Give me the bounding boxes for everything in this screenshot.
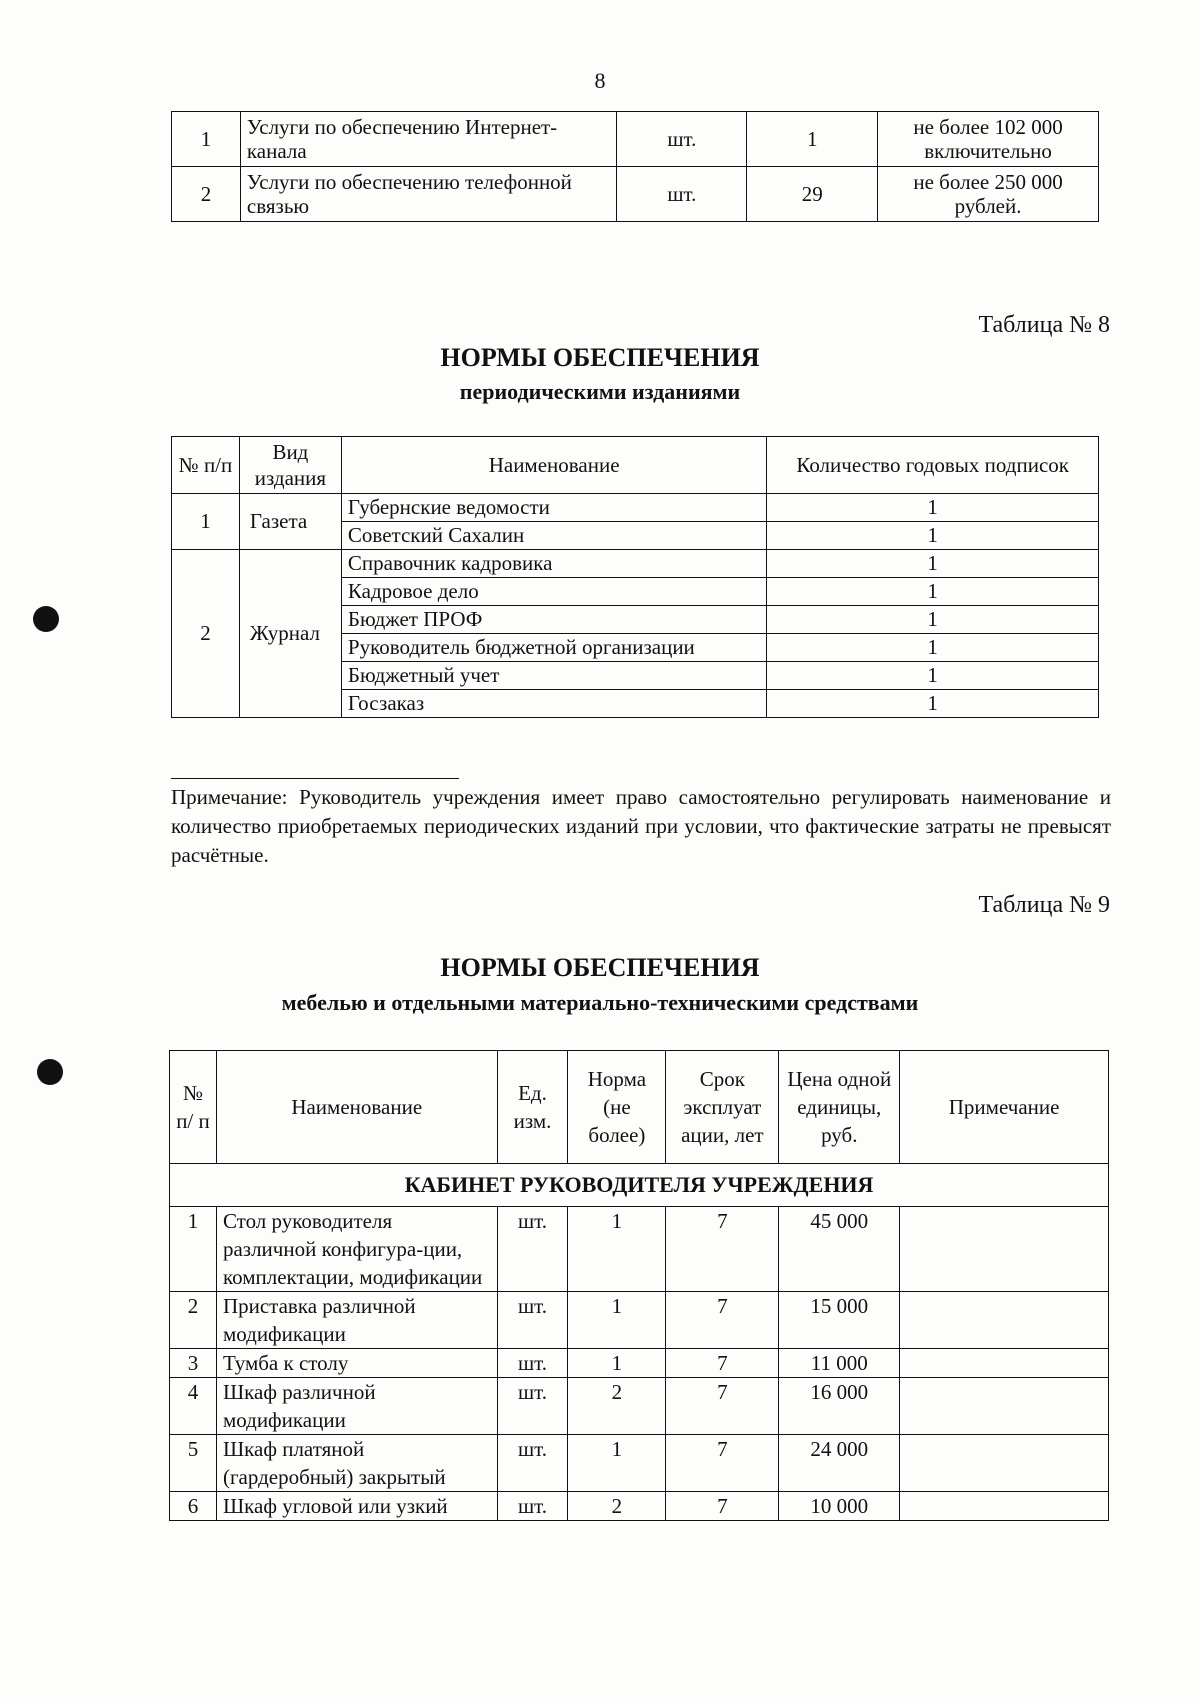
unit-price: 24 000 (779, 1435, 900, 1492)
remark (900, 1492, 1109, 1521)
header-term: Срок эксплуат ации, лет (666, 1051, 779, 1164)
row-number: 6 (170, 1492, 217, 1521)
unit: шт. (497, 1492, 568, 1521)
table-row (170, 1492, 1109, 1521)
group-number: 1 (172, 494, 240, 550)
punch-hole-mark (33, 606, 59, 632)
table8-title: НОРМЫ ОБЕСПЕЧЕНИЯ (440, 343, 760, 372)
table-row (170, 1378, 1109, 1435)
norm: 1 (568, 1435, 666, 1492)
punch-hole-mark (37, 1059, 63, 1085)
header-name: Наименование (341, 437, 766, 494)
unit: шт. (497, 1292, 568, 1349)
publication-name: Справочник кадровика (341, 550, 766, 578)
remark (900, 1435, 1109, 1492)
subscription-count: 1 (767, 494, 1099, 522)
unit: шт. (617, 167, 747, 222)
item-name: Стол руководителя различной конфигура-ции, комплектации, модификации (216, 1207, 497, 1292)
header-remark: Примечание (900, 1051, 1109, 1164)
subscription-count: 1 (767, 550, 1099, 578)
remark (900, 1349, 1109, 1378)
header-name: Наименование (216, 1051, 497, 1164)
table-row (170, 1435, 1109, 1492)
service-life: 7 (666, 1207, 779, 1292)
table9-subtitle: мебелью и отдельными материально-техническими средствами (281, 990, 919, 1015)
header-unit: Ед. изм. (497, 1051, 568, 1164)
row-number: 4 (170, 1378, 217, 1435)
service-name: Услуги по обеспечению Интернет-канала (240, 112, 617, 167)
service-life: 7 (666, 1492, 779, 1521)
header-norm: Норма (не более) (568, 1051, 666, 1164)
service-name: Услуги по обеспечению телефонной связью (240, 167, 617, 222)
periodicals-table (171, 436, 1099, 718)
unit-price: 11 000 (779, 1349, 900, 1378)
table-row (172, 494, 1099, 522)
unit-price: 16 000 (779, 1378, 900, 1435)
table-row (170, 1207, 1109, 1292)
publication-name: Руководитель бюджетной организации (341, 634, 766, 662)
item-name: Приставка различной модификации (216, 1292, 497, 1349)
subscription-count: 1 (767, 662, 1099, 690)
remark (900, 1378, 1109, 1435)
service-life: 7 (666, 1292, 779, 1349)
table-row (170, 1292, 1109, 1349)
service-life: 7 (666, 1435, 779, 1492)
unit: шт. (497, 1378, 568, 1435)
group-number: 2 (172, 550, 240, 718)
section-row (170, 1164, 1109, 1207)
table9-title: НОРМЫ ОБЕСПЕЧЕНИЯ (440, 953, 760, 982)
subscription-count: 1 (767, 522, 1099, 550)
norm: 1 (568, 1349, 666, 1378)
table-header-row (170, 1051, 1109, 1164)
unit-price: 10 000 (779, 1492, 900, 1521)
item-name: Шкаф различной модификации (216, 1378, 497, 1435)
footnote-rule (171, 778, 459, 779)
quantity: 1 (747, 112, 878, 167)
service-life: 7 (666, 1349, 779, 1378)
continuation-table (171, 111, 1099, 222)
norm: 1 (568, 1292, 666, 1349)
table-row (172, 167, 1099, 222)
table9-label: Таблица № 9 (978, 892, 1110, 918)
unit: шт. (497, 1435, 568, 1492)
row-number: 3 (170, 1349, 217, 1378)
quantity: 29 (747, 167, 878, 222)
norm: 1 (568, 1207, 666, 1292)
subscription-count: 1 (767, 606, 1099, 634)
remark (900, 1207, 1109, 1292)
publication-name: Госзаказ (341, 690, 766, 718)
table8-label: Таблица № 8 (978, 312, 1110, 338)
norm: 2 (568, 1378, 666, 1435)
unit: шт. (497, 1349, 568, 1378)
header-price: Цена одной единицы, руб. (779, 1051, 900, 1164)
page-number: 8 (594, 68, 606, 93)
publication-name: Губернские ведомости (341, 494, 766, 522)
table-row (170, 1349, 1109, 1378)
table-row (172, 550, 1099, 578)
header-qty: Количество годовых подписок (767, 437, 1099, 494)
publication-kind: Газета (239, 494, 341, 550)
subscription-count: 1 (767, 634, 1099, 662)
row-number: 2 (170, 1292, 217, 1349)
item-name: Тумба к столу (216, 1349, 497, 1378)
publication-name: Кадровое дело (341, 578, 766, 606)
row-number: 1 (172, 112, 241, 167)
remark (900, 1292, 1109, 1349)
furniture-table (169, 1050, 1109, 1521)
publication-name: Бюджетный учет (341, 662, 766, 690)
unit-price: 15 000 (779, 1292, 900, 1349)
item-name: Шкаф угловой или узкий (216, 1492, 497, 1521)
unit: шт. (617, 112, 747, 167)
table-row (172, 112, 1099, 167)
publication-name: Советский Сахалин (341, 522, 766, 550)
unit-price: 45 000 (779, 1207, 900, 1292)
table8-subtitle: периодическими изданиями (459, 379, 741, 404)
item-name: Шкаф платяной (гардеробный) закрытый (216, 1435, 497, 1492)
header-num: № п/п (172, 437, 240, 494)
publication-name: Бюджет ПРОФ (341, 606, 766, 634)
header-kind: Вид издания (239, 437, 341, 494)
row-number: 2 (172, 167, 241, 222)
header-num: № п/ п (170, 1051, 217, 1164)
subscription-count: 1 (767, 578, 1099, 606)
footnote-text: Примечание: Руководитель учреждения имеет право самостоятельно регулировать наименование и количество приобретаемых периодических изданий при условии, что фактические затраты не превысят расчётные. (171, 785, 1111, 867)
price-limit: не более 102 000 включительно (878, 112, 1099, 167)
price-limit: не более 250 000 рублей. (878, 167, 1099, 222)
service-life: 7 (666, 1378, 779, 1435)
table-header-row (172, 437, 1099, 494)
subscription-count: 1 (767, 690, 1099, 718)
row-number: 1 (170, 1207, 217, 1292)
row-number: 5 (170, 1435, 217, 1492)
norm: 2 (568, 1492, 666, 1521)
section-title: КАБИНЕТ РУКОВОДИТЕЛЯ УЧРЕЖДЕНИЯ (170, 1164, 1109, 1207)
publication-kind: Журнал (239, 550, 341, 718)
unit: шт. (497, 1207, 568, 1292)
